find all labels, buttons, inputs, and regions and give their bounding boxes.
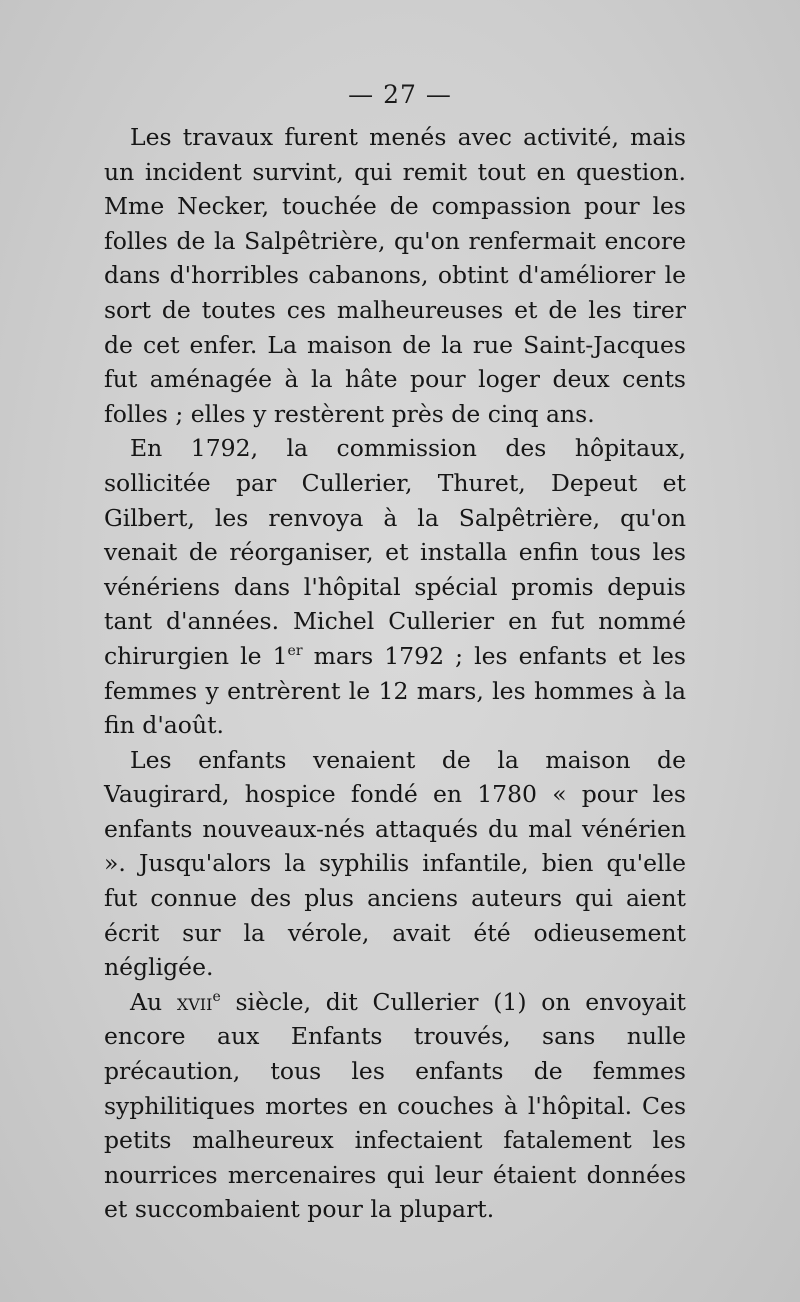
- paragraph-text-part: siècle, dit Cullerier (1) on envoyait encore aux Enfants trouvés, sans nulle précaution, tous les enfants de femmes syphilitiques mortes en couches à l'hôpital. Ces petits malheureux infectaient fatalement les nourrices mercenaires qui leur étaient données et succombaient pour la plupart.: [104, 987, 686, 1224]
- century-numeral: xvii: [176, 987, 213, 1016]
- paragraph-text-part: En 1792, la commission des hôpitaux, sollicitée par Cullerier, Thuret, Depeut et Gilbert, les renvoya à la Salpêtrière, qu'on venait de réorganiser, et installa enfin tous les vénériens dans l'hôpital spécial promis depuis tant d'années. Michel Cullerier en fut nommé chirurgien le 1: [104, 434, 686, 670]
- body-text: [104, 120, 686, 1227]
- paragraph-text-part: Au: [130, 987, 177, 1016]
- paragraph-text-part: mars 1792 ; les enfants et les femmes y entrèrent le 12 mars, les hommes à la fin d'août.: [104, 641, 686, 740]
- paragraph-enfants-vaugirard: Les enfants venaient de la maison de Vaugirard, hospice fondé en 1780 « pour les enfants nouveaux-nés attaqués du mal vénérien ». Jusqu'alors la syphilis infantile, bien qu'elle fut connue des plus anciens auteurs qui aient écrit sur la vérole, avait été odieusement négligée.: [104, 745, 686, 982]
- paragraph-commission-1792: [104, 431, 686, 742]
- paragraph-xviie-siecle: [104, 985, 686, 1227]
- page-number: — 27 —: [348, 80, 452, 109]
- superscript-er: er: [287, 642, 303, 659]
- paragraph-travaux: Les travaux furent menés avec activité, mais un incident survint, qui remit tout en question. Mme Necker, touchée de compassion pour les folles de la Salpêtrière, qu'on renfermait encore dans d'horribles cabanons, obtint d'améliorer le sort de toutes ces malheureuses et de les tirer de cet enfer. La maison de la rue Saint-Jacques fut aménagée à la hâte pour loger deux cents folles ; elles y restèrent près de cinq ans.: [104, 123, 686, 428]
- superscript-e: e: [212, 988, 221, 1005]
